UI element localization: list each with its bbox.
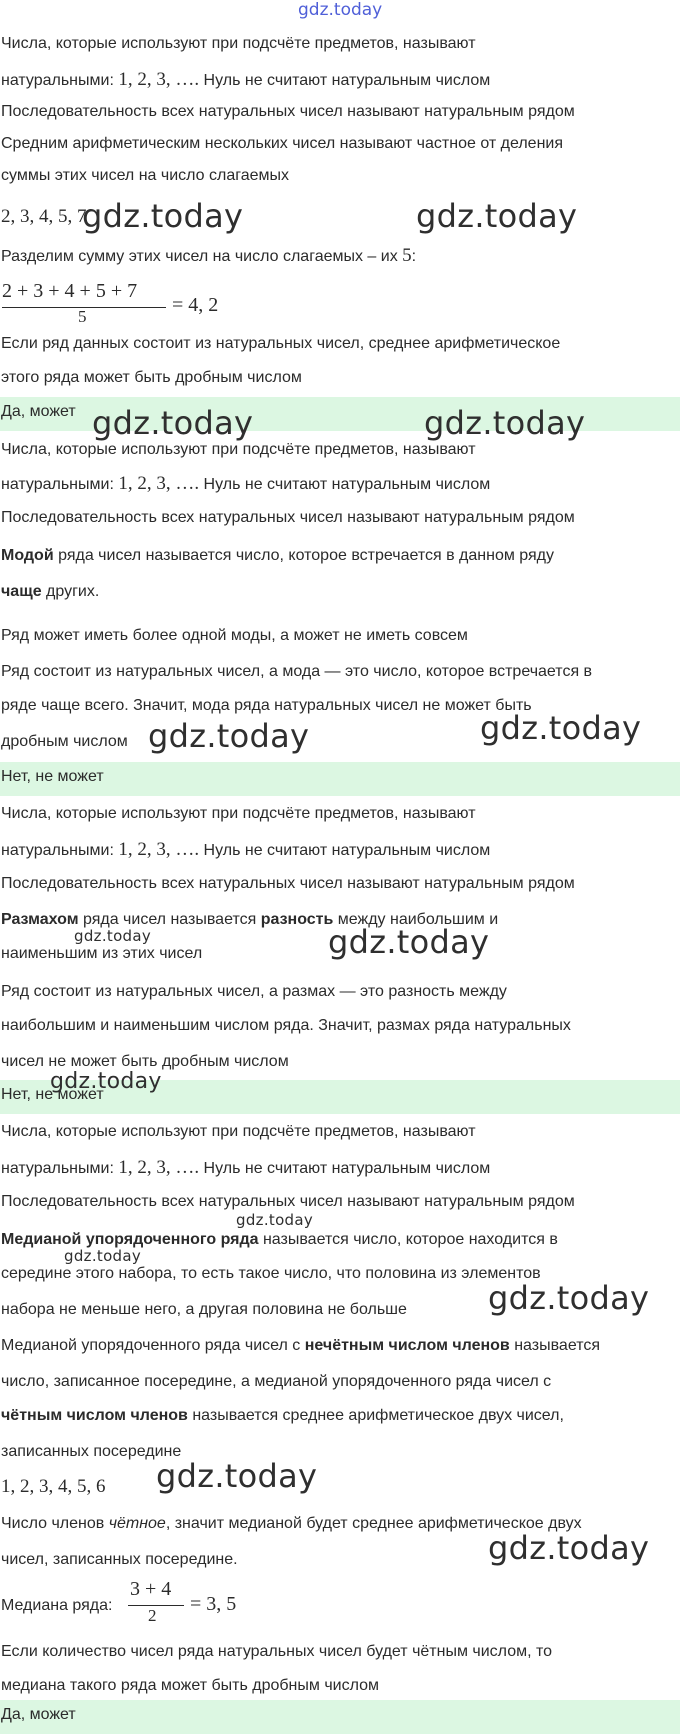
fraction-numerator: 2 + 3 + 4 + 5 + 7 (2, 280, 138, 302)
watermark: gdz.today (328, 923, 490, 961)
term-bold: Модой (1, 547, 54, 564)
text-line: Числа, которые используют при подсчёте предметов, называют (1, 441, 476, 458)
text-line: этого ряда может быть дробным числом (1, 369, 302, 386)
text-line: дробным числом (1, 733, 128, 750)
text-line: Средним арифметическим нескольких чисел называют частное от деления (1, 135, 564, 152)
math-number: 5 (402, 245, 412, 266)
watermark: gdz.today (74, 927, 152, 945)
fraction-numerator: 3 + 4 (130, 1578, 172, 1600)
fraction-denominator: 2 (148, 1606, 157, 1625)
text-fragment: называется (509, 1337, 600, 1354)
math-sequence: 1, 2, 3, …. (118, 473, 200, 494)
watermark: gdz.today (82, 197, 244, 235)
text-fragment: натуральными: (1, 1160, 119, 1177)
answer-text: Да, может (1, 403, 76, 420)
math-sequence: 1, 2, 3, …. (118, 69, 200, 90)
text-fragment: натуральными: (1, 842, 119, 859)
text-line: Ряд может иметь более одной моды, а может не иметь совсем (1, 627, 468, 644)
term-italic: чётное (108, 1515, 166, 1532)
watermark: gdz.today (50, 1069, 162, 1094)
watermark: gdz.today (156, 1457, 318, 1495)
text-line: Последовательность всех натуральных чисел называют натуральным рядом (1, 509, 575, 526)
watermark: gdz.today (488, 1529, 650, 1567)
text-fragment: натуральными: (1, 476, 119, 493)
text-fragment: ряда чисел называется (78, 911, 261, 928)
text-line: Последовательность всех натуральных чисел называют натуральным рядом (1, 875, 575, 892)
answer-text: Да, может (1, 1706, 76, 1723)
watermark: gdz.today (416, 197, 578, 235)
text-fragment: Медианой упорядоченного ряда чисел с (1, 1337, 305, 1354)
term-bold: Медианой упорядоченного ряда (1, 1231, 259, 1248)
math-line: 1, 2, 3, 4, 5, 6 (1, 1476, 106, 1497)
watermark: gdz.today (480, 709, 642, 747)
text-fragment: Нуль не считают натуральным числом (199, 476, 491, 493)
text-fragment: называется среднее арифметическое двух чисел, (187, 1407, 564, 1424)
text-line: чисел, записанных посередине. (1, 1551, 238, 1568)
text-line: Числа, которые используют при подсчёте предметов, называют (1, 35, 476, 52)
text-fragment: между наибольшим и (333, 911, 499, 928)
watermark: gdz.today (148, 717, 310, 755)
text-line (0, 838, 680, 862)
text-fragment: Число членов (1, 1515, 109, 1532)
text-line: наибольшим и наименьшим числом ряда. Значит, размах ряда натуральных (1, 1017, 571, 1034)
text-fragment: Нуль не считают натуральным числом (199, 1160, 491, 1177)
text-fragment: , значит медианой будет среднее арифметическое двух (165, 1515, 582, 1532)
text-line: Числа, которые используют при подсчёте предметов, называют (1, 1123, 476, 1140)
term-bold: нечётным числом членов (304, 1337, 510, 1354)
text-line (0, 1334, 680, 1358)
text-line (0, 544, 680, 568)
math-line: 2, 3, 4, 5, 7 (1, 206, 87, 227)
term-bold: Размахом (1, 911, 79, 928)
text-line (0, 244, 680, 268)
text-line: медиана такого ряда может быть дробным числом (1, 1677, 380, 1694)
watermark: gdz.today (236, 1211, 314, 1229)
text-fragment: натуральными: (1, 72, 119, 89)
text-line: Числа, которые используют при подсчёте предметов, называют (1, 805, 476, 822)
text-line: чисел не может быть дробным числом (1, 1053, 289, 1070)
math-sequence: 1, 2, 3, …. (118, 1157, 200, 1178)
text-fragment: ряда чисел называется число, которое встречается в данном ряду (53, 547, 554, 564)
text-fragment: называется число, которое находится в (258, 1231, 558, 1248)
math-sequence: 1, 2, 3, …. (118, 839, 200, 860)
term-bold: разность (260, 911, 334, 928)
text-line: Если ряд данных состоит из натуральных чисел, среднее арифметическое (1, 335, 561, 352)
term-bold: чаще (1, 583, 42, 600)
text-line (0, 1404, 680, 1428)
text-line: набора не меньше него, а другая половина не больше (1, 1301, 407, 1318)
answer-text: Нет, не может (1, 1086, 104, 1103)
answer-text: Нет, не может (1, 768, 104, 785)
text-line: Последовательность всех натуральных чисел называют натуральным рядом (1, 1193, 575, 1210)
text-line: ряде чаще всего. Значит, мода ряда натуральных чисел не может быть (1, 697, 532, 714)
text-line: Последовательность всех натуральных чисел называют натуральным рядом (1, 103, 575, 120)
text-line: Ряд состоит из натуральных чисел, а мода — это число, которое встречается в (1, 663, 593, 680)
watermark: gdz.today (424, 404, 586, 442)
fraction-result: = 4, 2 (172, 294, 219, 316)
text-line: Медиана ряда: (1, 1597, 113, 1614)
text-line: середине этого набора, то есть такое число, что половина из элементов (1, 1265, 541, 1282)
text-line: Если количество чисел ряда натуральных чисел будет чётным числом, то (1, 1643, 553, 1660)
text-line: суммы этих чисел на число слагаемых (1, 167, 290, 184)
text-fragment: Нуль не считают натуральным числом (199, 842, 491, 859)
answer-box (0, 1700, 680, 1734)
fraction-result: = 3, 5 (190, 1593, 237, 1615)
fraction (128, 1578, 268, 1632)
text-line: число, записанное посередине, а медианой упорядоченного ряда чисел с (1, 1373, 552, 1390)
fraction-denominator: 5 (78, 307, 87, 326)
text-fragment: : (411, 248, 417, 265)
answer-box (0, 762, 680, 796)
text-fragment: Нуль не считают натуральным числом (199, 72, 491, 89)
watermark: gdz.today (92, 404, 254, 442)
text-line (0, 68, 680, 92)
term-bold: чётным числом членов (1, 1407, 188, 1424)
text-line (0, 580, 680, 604)
watermark: gdz.today (64, 1247, 142, 1265)
header-watermark: gdz.today (298, 0, 383, 20)
fraction (2, 280, 242, 332)
text-fragment: других. (41, 583, 100, 600)
text-fragment: Разделим сумму этих чисел на число слагаемых – их (1, 248, 403, 265)
text-line (0, 1156, 680, 1180)
watermark: gdz.today (488, 1279, 650, 1317)
text-line: наименьшим из этих чисел (1, 945, 203, 962)
text-line: Ряд состоит из натуральных чисел, а размах — это разность между (1, 983, 507, 1000)
text-line: записанных посередине (1, 1443, 182, 1460)
text-line (0, 472, 680, 496)
